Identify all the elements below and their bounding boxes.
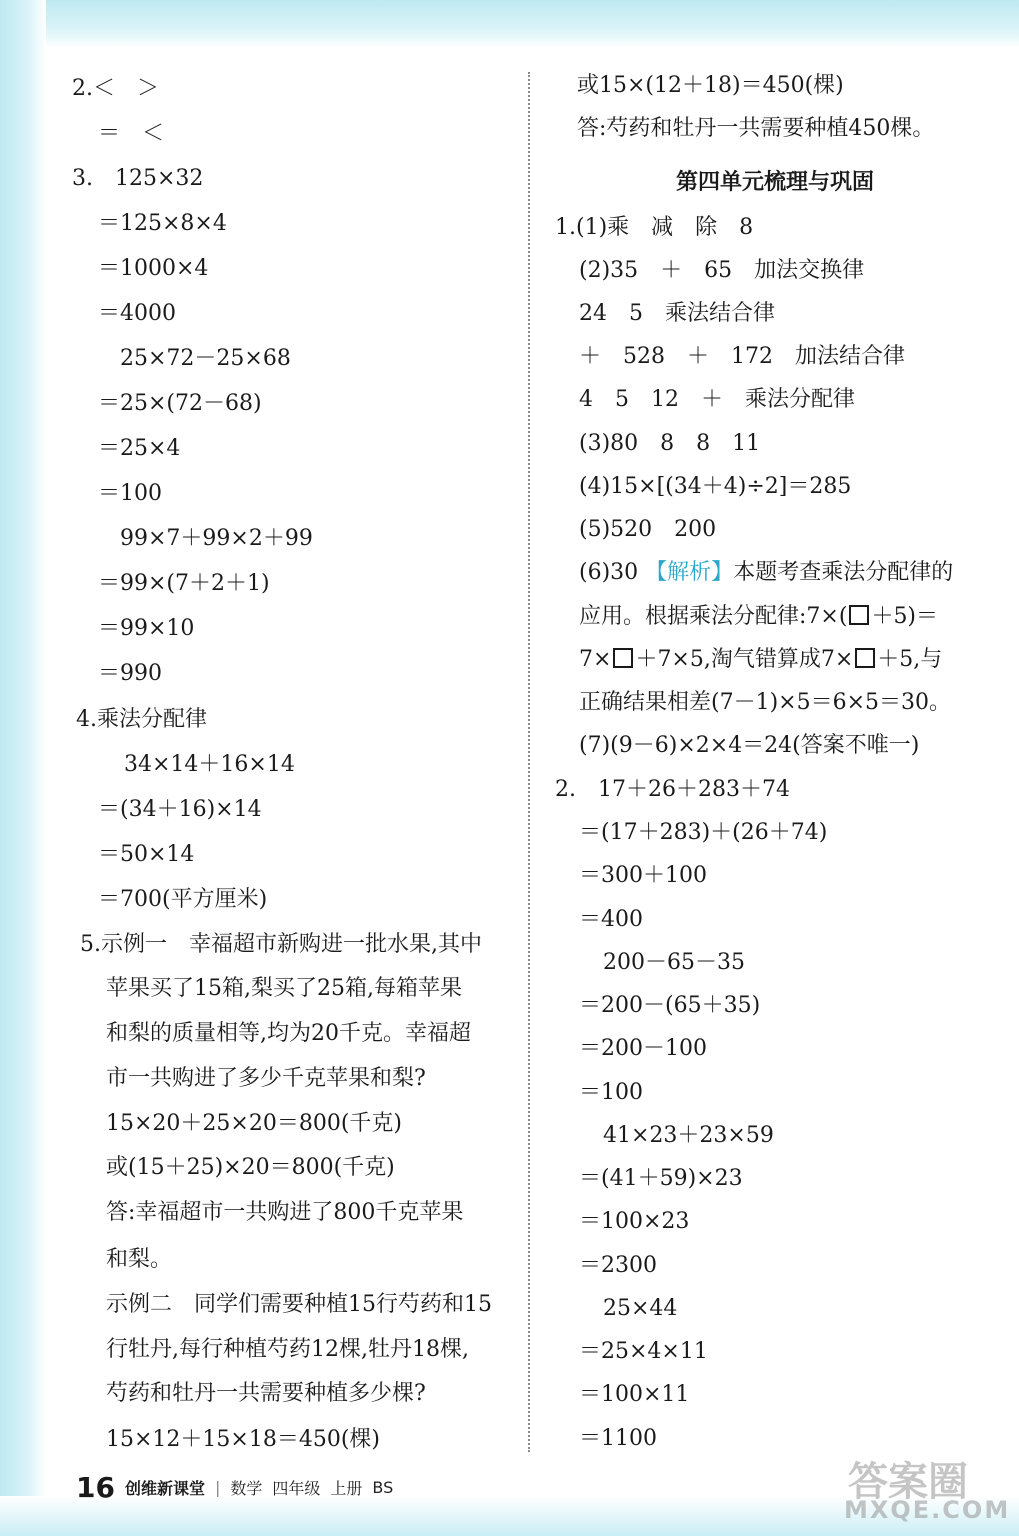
answer-line: ＝1000×4 xyxy=(98,256,209,281)
answer-line: ＝(34＋16)×14 xyxy=(98,797,262,822)
answer-line: ＝ ＜ xyxy=(98,121,165,146)
footer-edition: BS xyxy=(372,1477,394,1497)
answer-line: ＝2300 xyxy=(579,1253,657,1278)
analysis-text: 本题考查乘法分配律的 xyxy=(733,560,954,585)
answer-line: 行牡丹,每行种植芍药12棵,牡丹18棵, xyxy=(106,1337,469,1362)
answer-line: 或(15＋25)×20＝800(千克) xyxy=(106,1155,395,1180)
answer-line: (7)(9－6)×2×4＝24(答案不唯一) xyxy=(579,733,920,758)
blank-box-icon xyxy=(613,648,633,668)
analysis-text: 应用。根据乘法分配律:7×( xyxy=(579,604,848,629)
column-divider xyxy=(528,72,530,1452)
watermark-text: 答案圈 xyxy=(848,1459,968,1505)
analysis-text: ＋7×5,淘气错算成7× xyxy=(635,647,854,672)
analysis-text: 7× xyxy=(579,647,612,672)
answer-line: 4.乘法分配律 xyxy=(76,707,207,732)
watermark-logo xyxy=(838,1450,1011,1530)
answer-line: 芍药和牡丹一共需要种植多少棵? xyxy=(106,1381,426,1406)
answer-line: 15×12＋15×18＝450(棵) xyxy=(106,1427,381,1452)
answer-line: ＝100 xyxy=(98,481,162,506)
answer-line: 和梨的质量相等,均为20千克。幸福超 xyxy=(106,1021,471,1046)
answer-line: 示例二 同学们需要种植15行芍药和15 xyxy=(106,1292,492,1317)
answer-line: 2. 17＋26＋283＋74 xyxy=(555,777,790,802)
answer-line: ＝200－(65＋35) xyxy=(579,993,761,1018)
answer-line: (3)80 8 8 11 xyxy=(579,431,761,456)
answer-line: ＝(41＋59)×23 xyxy=(579,1166,743,1191)
blank-box-icon xyxy=(855,648,875,668)
answer-line: ＝990 xyxy=(98,661,162,686)
answer-line: 25×44 xyxy=(603,1296,678,1321)
answer-line: ＝100×23 xyxy=(579,1209,690,1234)
answer-line: ＝400 xyxy=(579,907,643,932)
answer-line: ＝50×14 xyxy=(98,842,195,867)
analysis-line xyxy=(579,558,953,588)
answer-line: ＝4000 xyxy=(98,301,176,326)
answer-line: ＝200－100 xyxy=(579,1036,707,1061)
answer-line: 市一共购进了多少千克苹果和梨? xyxy=(106,1066,426,1091)
answer-line: 24 5 乘法结合律 xyxy=(579,301,775,326)
answer-line: ＝300＋100 xyxy=(579,863,707,888)
answer-line: 99×7＋99×2＋99 xyxy=(120,526,313,551)
answer-line: 苹果买了15箱,梨买了25箱,每箱苹果 xyxy=(106,976,462,1001)
section-title: 第四单元梳理与巩固 xyxy=(675,170,874,195)
analysis-text: ＋5)＝ xyxy=(871,604,939,629)
answer-line: 和梨。 xyxy=(106,1247,173,1272)
answer-line: 答:芍药和牡丹一共需要种植450棵。 xyxy=(577,116,935,141)
footer-volume: 上册 xyxy=(330,1478,363,1498)
answer-line: ＋ 528 ＋ 172 加法结合律 xyxy=(579,344,905,369)
analysis-line xyxy=(579,602,938,632)
analysis-line xyxy=(579,645,942,675)
page-border-top xyxy=(0,0,1019,48)
answer-line: ＝(17＋283)＋(26＋74) xyxy=(579,820,828,845)
footer-subject: 数学 xyxy=(230,1478,263,1498)
page-border-left xyxy=(0,0,46,1536)
answer-line: ＝100 xyxy=(579,1080,643,1105)
page-number: 16 xyxy=(76,1470,115,1504)
answer-line: 或15×(12＋18)＝450(棵) xyxy=(577,73,844,98)
answer-line: 3. 125×32 xyxy=(72,166,204,191)
answer-line: ＝99×10 xyxy=(98,616,195,641)
answer-line: 200－65－35 xyxy=(603,950,745,975)
page-footer xyxy=(76,1470,393,1504)
answer-line: 4 5 12 ＋ 乘法分配律 xyxy=(579,387,855,412)
answer-text: (6)30 xyxy=(579,560,639,585)
answer-line: ＝1100 xyxy=(579,1426,657,1451)
answer-line: (2)35 ＋ 65 加法交换律 xyxy=(579,258,865,283)
answer-line: 34×14＋16×14 xyxy=(124,752,295,777)
analysis-line: 正确结果相差(7－1)×5＝6×5＝30。 xyxy=(579,690,952,715)
answer-line: ＝100×11 xyxy=(579,1382,690,1407)
answer-line: ＝25×4 xyxy=(98,436,181,461)
blank-box-icon xyxy=(849,605,869,625)
footer-grade: 四年级 xyxy=(272,1478,321,1498)
answer-line: ＝700(平方厘米) xyxy=(98,887,268,912)
answer-line: ＝125×8×4 xyxy=(98,211,227,236)
answer-line: 2.＜ ＞ xyxy=(72,76,159,101)
answer-line: (4)15×[(34＋4)÷2]＝285 xyxy=(579,474,852,499)
answer-line: 1.(1)乘 减 除 8 xyxy=(555,215,754,240)
answer-line: ＝25×(72－68) xyxy=(98,391,262,416)
answer-line: ＝25×4×11 xyxy=(579,1339,708,1364)
watermark-url: MXQE.COM xyxy=(844,1496,1011,1524)
answer-line: 15×20＋25×20＝800(千克) xyxy=(106,1111,403,1136)
analysis-text: ＋5,与 xyxy=(877,647,943,672)
answer-line: 5.示例一 幸福超市新购进一批水果,其中 xyxy=(80,932,482,957)
answer-line: 41×23＋23×59 xyxy=(603,1123,774,1148)
answer-line: ＝99×(7＋2＋1) xyxy=(98,571,270,596)
answer-line: 25×72－25×68 xyxy=(120,346,291,371)
answer-line: 答:幸福超市一共购进了800千克苹果 xyxy=(106,1200,464,1225)
answer-line: (5)520 200 xyxy=(579,517,717,542)
analysis-tag: 【解析】 xyxy=(645,560,734,585)
brand-name: 创维新课堂 xyxy=(124,1478,205,1498)
footer-separator: | xyxy=(214,1477,221,1497)
